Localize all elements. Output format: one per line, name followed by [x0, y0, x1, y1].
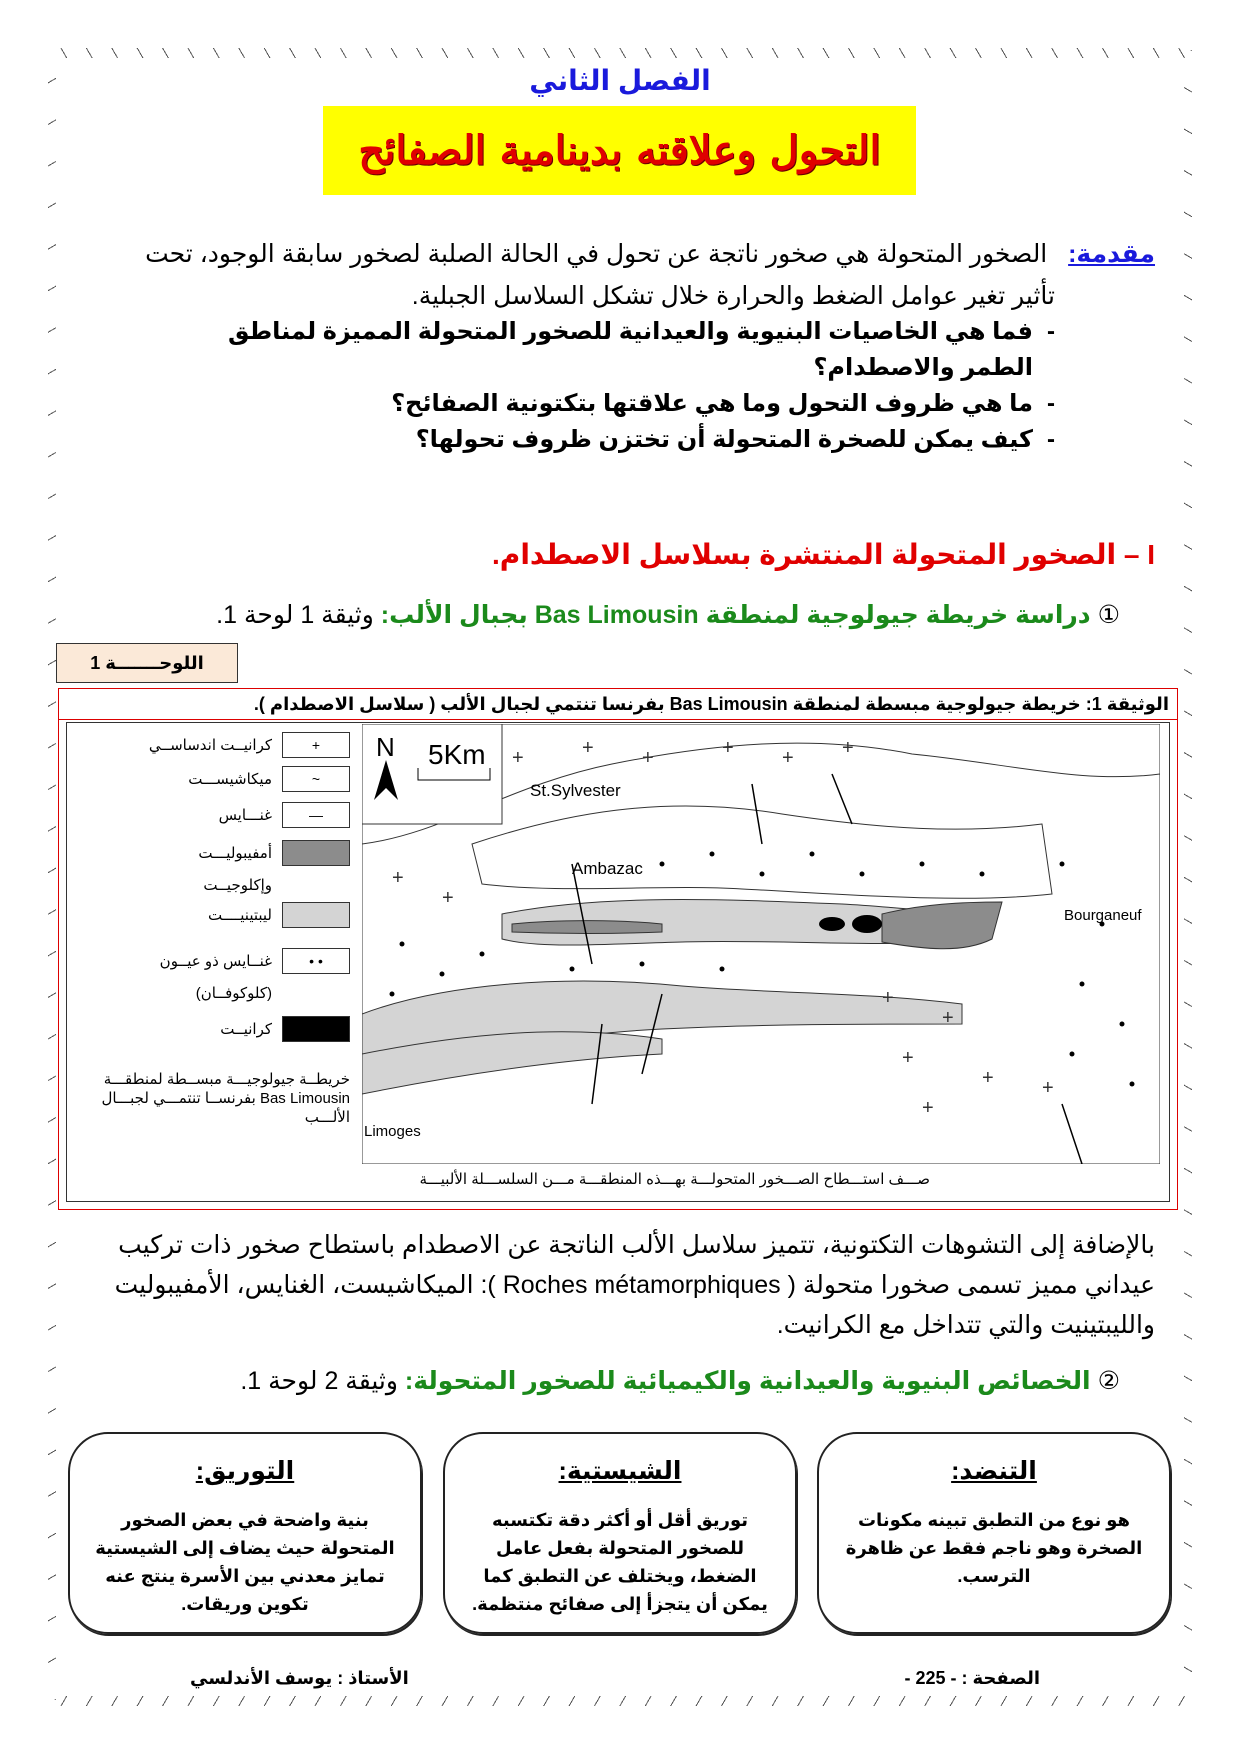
- legend-label: (كلوكوفــان): [195, 985, 272, 1002]
- legend-label: كرانيــت: [220, 1021, 272, 1038]
- granite-body-1: [819, 917, 845, 931]
- chapter-title: التحول وعلاقته بدينامية الصفائح: [358, 127, 881, 174]
- box-text: توريق أقل أو أكثر دقة تكتسبه للصخور المتحولة بفعل عامل الضغط، ويختلف عن التطبق كما يمكن أن يتجزأ إلى صفائح منتظمة.: [472, 1510, 768, 1614]
- legend-item-intrusive-granite: [149, 732, 350, 758]
- svg-text:+: +: [582, 737, 594, 759]
- svg-text:+: +: [922, 1097, 934, 1119]
- item-ref: وثيقة 2 لوحة 1.: [240, 1367, 398, 1395]
- intro-section: [80, 236, 1155, 458]
- question-2: [80, 386, 1155, 422]
- item-title: الخصائص البنيوية والعيدانية والكيميائية للصخور المتحولة:: [404, 1367, 1091, 1395]
- definition-box-foliation: [68, 1432, 422, 1634]
- intro-label: مقدمة:: [1068, 240, 1155, 268]
- section-number: I –: [1123, 539, 1155, 570]
- page-border-right: [1184, 50, 1192, 1700]
- item-1-heading: [216, 600, 1120, 630]
- legend-item-leptynite: [208, 902, 350, 928]
- amphibolite-swatch: [282, 840, 350, 866]
- legend-item-granite: [220, 1016, 350, 1042]
- chapter-title-box: [323, 106, 916, 195]
- svg-text:+: +: [512, 747, 524, 769]
- definition-box-schistosity: [443, 1432, 797, 1634]
- page-number: الصفحة : - 225 -: [904, 1668, 1040, 1688]
- box-text: بنية واضحة في بعض الصخور المتحولة حيث يضاف إلى الشيستية تمايز معدني بين الأسرة ينتج عنه تكوين وريقات.: [95, 1510, 395, 1614]
- granite-swatch: [282, 1016, 350, 1042]
- question-text: فما هي الخاصيات البنيوية والعيدانية للصخور المتحولة المميزة لمناطق الطمر والاصطدام؟: [227, 318, 1033, 381]
- definition-box-bedding: [817, 1432, 1171, 1634]
- cross-pattern-swatch: +: [282, 732, 350, 758]
- place-bourganeuf: Bourganeuf: [1064, 907, 1142, 924]
- amphibolite-band: [512, 921, 662, 934]
- place-ambazac: Ambazac: [572, 859, 643, 878]
- legend-label: كرانيــت اندساســي: [148, 737, 272, 754]
- intro-text-1: الصخور المتحولة هي صخور ناتجة عن تحول في الحالة الصلبة لصخور سابقة الوجود، تحت: [145, 240, 1048, 268]
- legend-label: غنـــايس: [218, 807, 272, 824]
- place-st-sylvester: St.Sylvester: [530, 781, 621, 800]
- leptynite-swatch: [282, 902, 350, 928]
- north-label: N: [376, 732, 395, 762]
- page-border-bottom: [50, 1696, 1190, 1706]
- question-3: [80, 422, 1155, 458]
- body-paragraph: بالإضافة إلى التشوهات التكتونية، تتميز سلاسل الألب الناتجة عن الاصطدام باستطاح صخور ذات تركيب عيداني مميز تسمى صخورا متحولة ( Roches métamorphiques ): الميكاشيست، الغنايس، الأمفيبوليت والليبتينيت والتي تتداخل مع الكرانيت.: [114, 1231, 1155, 1339]
- legend-label: وإكلوجيــت: [203, 877, 272, 894]
- bullet: -: [1047, 426, 1055, 453]
- legend-item-gneiss: [219, 802, 350, 828]
- legend-item-augen-gneiss: [160, 948, 350, 974]
- box-title: التوريق:: [195, 1457, 295, 1485]
- chapter-heading: الفصل الثاني: [529, 65, 711, 96]
- box-title: التنضد:: [951, 1457, 1037, 1485]
- question-text: ما هي ظروف التحول وما هي علاقتها بتكتونية الصفائح؟: [391, 390, 1033, 417]
- legend-label: غنــايس ذو عيــون: [159, 953, 272, 970]
- svg-text:+: +: [942, 1007, 954, 1029]
- page-border-top: [50, 48, 1190, 58]
- wave-pattern-swatch: ~: [282, 766, 350, 792]
- svg-text:+: +: [782, 747, 794, 769]
- svg-text:+: +: [392, 867, 404, 889]
- legend-item-eclogite: [203, 876, 272, 894]
- legend-label: ليبتينيــــت: [207, 907, 272, 924]
- legend-label: ميكاشيســـت: [188, 771, 272, 788]
- section-1-heading: [492, 538, 1155, 571]
- bullet: -: [1047, 318, 1055, 345]
- granite-body-2: [852, 915, 882, 933]
- question-text: كيف يمكن للصخرة المتحولة أن تختزن ظروف تحولها؟: [415, 426, 1033, 453]
- legend-item-glaucophane: [196, 984, 272, 1002]
- intro-text-2: تأثير تغير عوامل الضغط والحرارة خلال تشكل السلاسل الجبلية.: [411, 282, 1055, 310]
- section-title: الصخور المتحولة المنتشرة بسلاسل الاصطدام.: [492, 539, 1117, 570]
- svg-text:+: +: [722, 737, 734, 759]
- box-title: الشيستية:: [558, 1457, 682, 1485]
- document-1-caption: الوثيقة 1: خريطة جيولوجية مبسطة لمنطقة Bas Limousin بفرنسا تنتمي لجبال الألب ( سلاسل الاصطدام ).: [58, 688, 1178, 720]
- svg-text:+: +: [902, 1047, 914, 1069]
- item-marker: ①: [1097, 601, 1120, 629]
- svg-text:+: +: [1042, 1077, 1054, 1099]
- svg-text:+: +: [642, 747, 654, 769]
- svg-text:+: +: [442, 887, 454, 909]
- dot-pattern-swatch: • •: [282, 948, 350, 974]
- item-title: دراسة خريطة جيولوجية لمنطقة Bas Limousin بجبال الألب:: [380, 601, 1091, 629]
- geological-map: [362, 724, 1160, 1164]
- question-1: [80, 314, 1155, 386]
- legend-note: خريطــة جيولوجيـــة مبســطة لمنطقـــة Bas Limousin بفرنســا تنتمـــي لجبـــال الألـــب: [101, 1071, 350, 1126]
- map-footer-caption: صـــف استـــطاح الصـــخور المتحولـــة بهـــذه المنطقـــة مـــن السلســـلة الألبيـــة: [419, 1171, 930, 1188]
- scale-label: 5Km: [428, 739, 486, 770]
- legend-item-micaschist: [188, 766, 350, 792]
- legend-label: أمفيبوليـــت: [198, 845, 272, 862]
- box-text: هو نوع من التطبق تبينه مكونات الصخرة وهو ناجم فقط عن ظاهرة الترسب.: [845, 1510, 1143, 1586]
- item-marker: ②: [1097, 1367, 1120, 1395]
- author: الأستاذ : يوسف الأندلسي: [190, 1668, 409, 1688]
- dash-pattern-swatch: —: [282, 802, 350, 828]
- svg-text:+: +: [842, 737, 854, 759]
- bullet: -: [1047, 390, 1055, 417]
- place-limoges: Limoges: [364, 1123, 421, 1140]
- map-legend: [70, 730, 350, 1200]
- item-2-heading: [240, 1366, 1120, 1396]
- svg-text:+: +: [982, 1067, 994, 1089]
- plate-tab: اللوحـــــــة 1: [56, 643, 238, 683]
- page-border-left: [48, 50, 56, 1700]
- legend-item-amphibolite: [198, 840, 350, 866]
- item-ref: وثيقة 1 لوحة 1.: [216, 601, 374, 629]
- svg-text:+: +: [882, 987, 894, 1009]
